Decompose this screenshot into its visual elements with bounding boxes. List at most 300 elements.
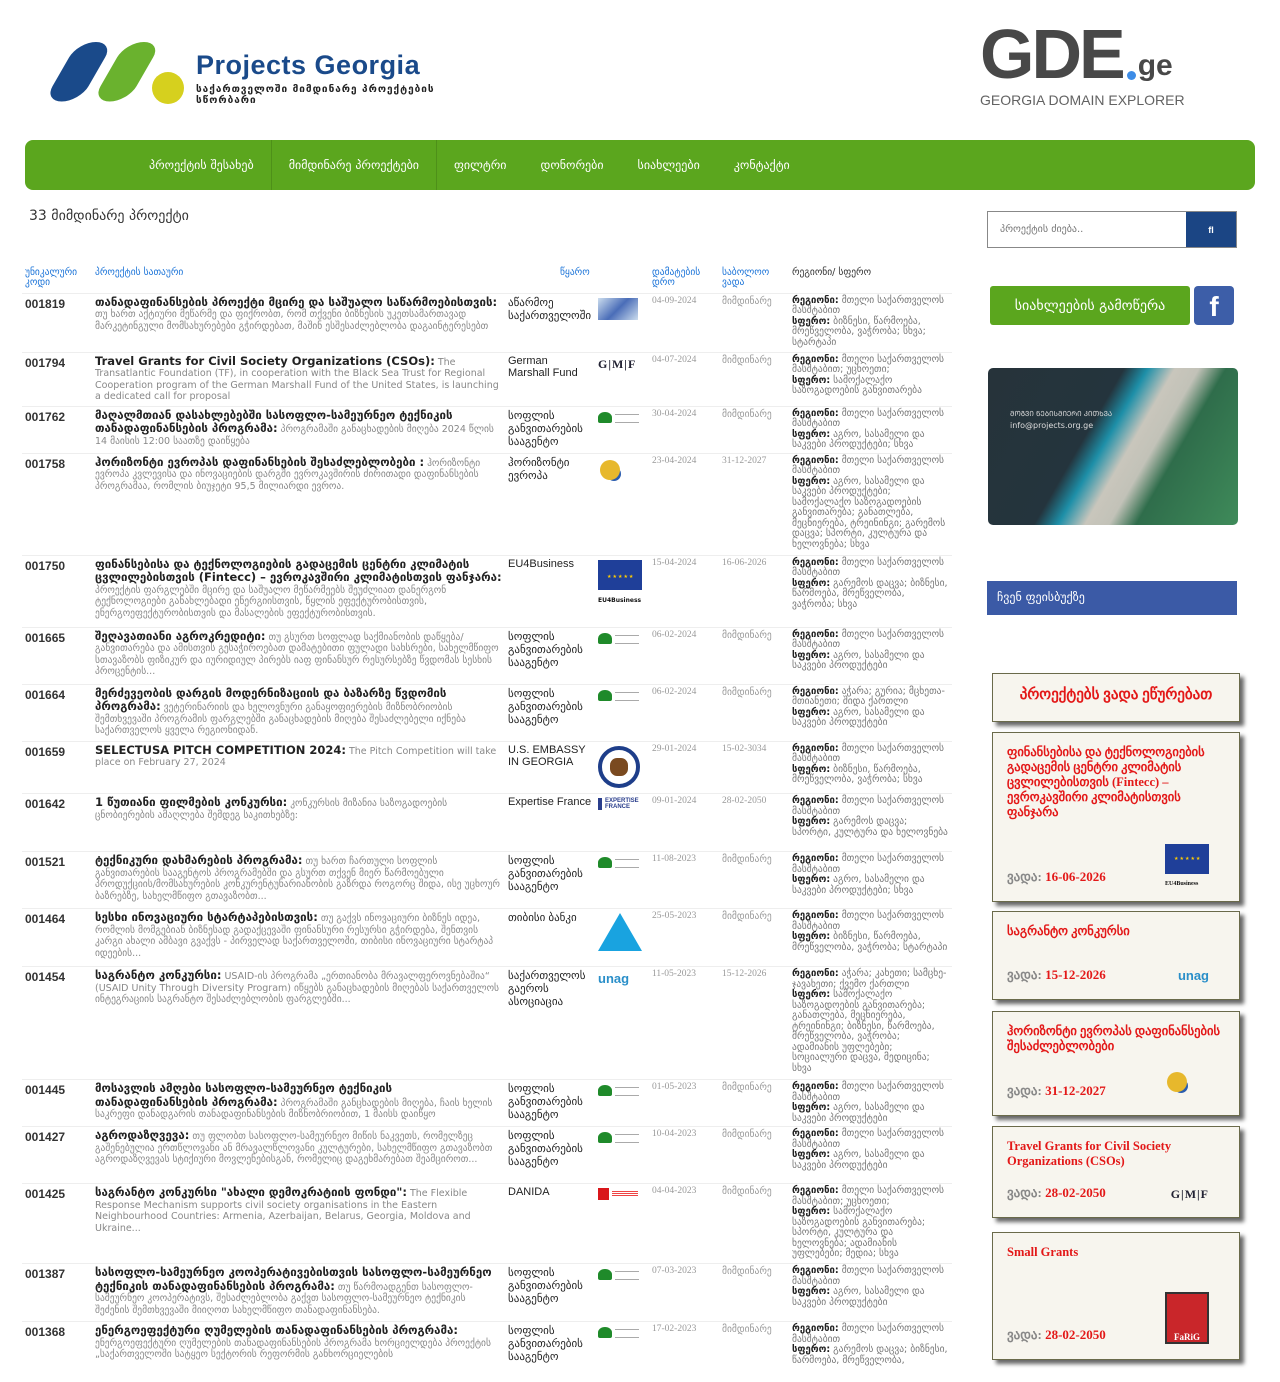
project-description: თუ წარმოადგენთ სასოფლო-სამეურნეო კოოპერატივს, შესაძლებლობა გაქვთ სასოფლო-სამეურნეო ტექნიკის შეძენის შემთხვევაში მიიღოთ სახელმწიფო თანადაფინანსება. xyxy=(95,1281,473,1316)
project-title-cell[interactable] xyxy=(92,909,505,967)
source-logo-cell xyxy=(595,293,649,352)
sphere-label: სფერო: xyxy=(792,816,831,827)
watermark-caption: GEORGIA DOMAIN EXPLORER xyxy=(980,92,1185,108)
project-description: პროგრამაში განაცხადების მიღება 2024 წლის 14 მაისის 12:00 საათზე დაიწყება xyxy=(95,424,494,447)
sphere-value: აგრო, სასამელი და საკვები პროდუქტები xyxy=(792,706,925,728)
region-sphere xyxy=(789,352,952,406)
expiring-project-title[interactable]: Travel Grants for Civil Society Organizations (CSOs) xyxy=(1007,1139,1172,1168)
project-title-cell[interactable] xyxy=(92,293,505,352)
source-logo-cell xyxy=(595,684,649,741)
region-value: მთელი საქართველოს მასშტაბით xyxy=(792,1128,945,1150)
project-title[interactable]: სესხი ინოვაციური სტარტაპებისთვის: xyxy=(95,910,318,924)
watermark-tld: ge xyxy=(1137,49,1173,82)
expiring-project-card[interactable] xyxy=(992,1232,1240,1360)
table-row[interactable] xyxy=(22,1264,952,1322)
search-form xyxy=(987,211,1237,248)
deadline: მიმდინარე xyxy=(719,684,789,741)
project-code: 001819 xyxy=(22,293,92,352)
region-value: მთელი საქართველოს მასშტაბით xyxy=(792,853,945,875)
table-row[interactable] xyxy=(22,555,952,627)
source-logo-cell xyxy=(595,352,649,406)
table-row[interactable] xyxy=(22,1184,952,1264)
region-sphere xyxy=(789,794,952,852)
danida-logo xyxy=(598,1188,642,1200)
table-row[interactable] xyxy=(22,1322,952,1382)
expiring-project-title[interactable]: ფინანსებისა და ტექნოლოგიების გადაცემის ცენტრი კლიმატის ცვლილებისთვის (Fintecc) – ევროკავშირი კლიმატისთვის ფანჯარა xyxy=(1007,745,1205,819)
deadline: მიმდინარე xyxy=(719,1184,789,1264)
project-description: The Transatlantic Foundation (TF), in cooperation with the Black Sea Trust for Regional Cooperation program of the German Marshall Fund of the United States, is launching a dedicated call for proposal xyxy=(95,356,499,402)
col-region: რეგიონი/ სფერო xyxy=(792,267,872,278)
project-title-cell[interactable] xyxy=(92,684,505,741)
project-title[interactable]: მოსავლის ამღები სასოფლო-სამეურნეო ტექნიკის თანადაფინანსების პროგრამა: xyxy=(95,1081,393,1109)
search-button[interactable]: fl xyxy=(1186,212,1236,247)
project-source[interactable]: DANIDA xyxy=(505,1184,595,1264)
sphere-value: სამოქალაქო საზოგადოების განვითარება xyxy=(792,374,922,396)
region-sphere xyxy=(789,1127,952,1184)
region-label: რეგიონი: xyxy=(792,1128,839,1139)
source-logo-cell xyxy=(595,555,649,627)
added-date: 25-05-2023 xyxy=(649,909,719,967)
main-nav xyxy=(25,140,1255,190)
table-row[interactable] xyxy=(22,1127,952,1184)
region-sphere xyxy=(789,293,952,352)
project-title[interactable]: თანადაფინანსების პროექტი მცირე და საშუალო საწარმოებისთვის: xyxy=(95,294,498,309)
subscribe-button[interactable]: სიახლეების გამოწერა xyxy=(990,286,1190,325)
region-value: მთელი საქართველოს მასშტაბით; უცხოეთი; xyxy=(792,353,945,375)
project-description: USAID-ის პროგრამა „ერთიანობა მრავალფეროვნებაშია“ (USAID Unity Through Diversity Program) იწყებს განაცხადების მიღებას საქართველოს ინტეგრაციის საგრანტო შესაძლებლობის ფარგლებში... xyxy=(95,971,500,1005)
project-title-cell[interactable] xyxy=(92,1184,505,1264)
project-description: თუ ხართ აქტიური მეწარმე და ფიქრობთ, რომ თქვენი ბიზნესის უკეთსამართავად მარკეტინგული მომსახურებები გჭირდებათ, მაშინ ესშესაძლებლობა დაგაინტერესებთ xyxy=(95,309,489,332)
col-code[interactable]: უნიკალური კოდი xyxy=(25,267,78,288)
project-description: თუ ხართ ჩართული სოფლის განვითარების სააგენტოს პროგრამებში და გსურთ თქვენ მიერ წარმოებული პროდუქციის/მომსახურების კონკურენტუნარიანობის გაზრდა როგორც შიდა, ისე უცხოურ ბაზრებზე, სახელმწიფო გთავაზობთ... xyxy=(95,856,500,902)
project-code: 001664 xyxy=(22,684,92,741)
added-date: 30-04-2024 xyxy=(649,406,719,453)
deadline: მიმდინარე xyxy=(719,852,789,909)
project-source[interactable]: თიბისი ბანკი xyxy=(505,909,595,967)
project-title-cell[interactable] xyxy=(92,555,505,627)
expiring-project-logo xyxy=(1165,1292,1209,1345)
horizon-europe-logo xyxy=(1165,1070,1209,1096)
sphere-value: გარემოს დაცვა; სპორტი, კულტურა და ხელოვნება xyxy=(792,816,948,838)
sphere-label: სფერო: xyxy=(792,763,831,775)
project-description: პროგრამაში განცხადების მიღება, ჩაის ხელის საკრეფი დანადგარის თანადაფინანსების მიზნობრიობით, 1 მაისს დაიწყო xyxy=(95,1097,493,1120)
project-source[interactable]: სოფლის განვითარების სააგენტო xyxy=(505,1322,595,1382)
project-code: 001659 xyxy=(22,741,92,794)
project-title[interactable]: მერძევეობის დარგის მოდერნიზაციის და ბაზარზე წვდომის პროგრამა: xyxy=(95,685,447,713)
sphere-label: სფერო: xyxy=(792,989,831,1000)
region-label: რეგიონი: xyxy=(792,968,839,979)
project-title[interactable]: საგრანტო კონკურსი "ახალი დემოკრატიის ფონდი": xyxy=(95,1185,407,1199)
project-code: 001427 xyxy=(22,1127,92,1184)
region-sphere xyxy=(789,627,952,684)
tbc-bank-logo xyxy=(598,913,642,951)
eu-flag-logo: ★★★★★ EU4Business xyxy=(1165,861,1209,887)
source-logo-cell xyxy=(595,1264,649,1322)
table-row[interactable] xyxy=(22,909,952,967)
facebook-widget-header[interactable]: ჩვენ ფეისბუქზე xyxy=(987,581,1237,615)
table-row[interactable] xyxy=(22,794,952,852)
project-code: 001794 xyxy=(22,352,92,406)
source-logo-cell xyxy=(595,627,649,684)
region-label: რეგიონი: xyxy=(792,910,839,921)
project-source[interactable]: Expertise France xyxy=(505,794,595,852)
project-source[interactable]: ჰორიზონტი ევროპა xyxy=(505,453,595,555)
table-row[interactable] xyxy=(22,852,952,909)
expiring-project-deadline: ვადა: 16-06-2026 xyxy=(1007,869,1106,884)
sphere-label: სფერო: xyxy=(792,874,831,885)
table-row[interactable] xyxy=(22,293,952,352)
project-description: ვეტერინარიის და ხელოვნური განაყოფიერების მიზნობრიობის შემთხვევაში პროგრამის ფარგლებში განაცხადების მიღება შესაძლებელი იქნება საქართველოს ყველა რეგიონიდან. xyxy=(95,702,466,736)
region-sphere xyxy=(789,967,952,1080)
project-title-cell[interactable] xyxy=(92,1080,505,1127)
project-title-cell[interactable] xyxy=(92,1322,505,1382)
col-title[interactable]: პროექტის სათაური xyxy=(95,267,184,278)
expiring-project-card[interactable] xyxy=(992,732,1240,902)
unag-logo: unag xyxy=(1177,968,1209,983)
sphere-value: ბიზნესი, წარმოება, მრეწველობა, ვაჭრობა; სხვა; სტარტაპი xyxy=(792,315,926,348)
table-row[interactable] xyxy=(22,627,952,684)
sphere-value: სამოქალაქო საზოგადოების განვითარება; სპორტი, კულტურა და ხელოვნება; ადამიანის უფლებები; მედია; სხვა xyxy=(792,1206,926,1259)
deadline: მიმდინარე xyxy=(719,352,789,406)
region-label: რეგიონი: xyxy=(792,407,839,419)
nav-donors[interactable]: დონორები xyxy=(540,158,604,172)
projects-table xyxy=(22,266,952,1382)
region-value: მთელი საქართველოს მასშტაბით xyxy=(792,742,945,764)
deadline: მიმდინარე xyxy=(719,406,789,453)
rural-agency-logo xyxy=(598,632,642,646)
region-sphere xyxy=(789,741,952,794)
project-title-cell[interactable] xyxy=(92,453,505,555)
project-title-cell[interactable] xyxy=(92,352,505,406)
region-sphere xyxy=(789,406,952,453)
sphere-value: აგრო, სასამელი და საკვები პროდუქტები; სხვა xyxy=(792,874,925,896)
expiring-project-logo xyxy=(1171,1185,1209,1203)
sphere-label: სფერო: xyxy=(792,1102,831,1113)
added-date: 15-04-2024 xyxy=(649,555,719,627)
expertise-france-logo: EXPERTISE FRANCE xyxy=(598,798,646,810)
project-title-cell[interactable] xyxy=(92,852,505,909)
expiring-project-card[interactable] xyxy=(992,1011,1240,1116)
project-source[interactable]: სოფლის განვითარების სააგენტო xyxy=(505,1264,595,1322)
sphere-value: აგრო, სასამელი და საკვები პროდუქტები; სხვა xyxy=(792,428,925,450)
deadline: მიმდინარე xyxy=(719,1264,789,1322)
region-label: რეგიონი: xyxy=(792,795,839,806)
region-value: მთელი საქართველოს მასშტაბით xyxy=(792,454,945,476)
source-logo-cell xyxy=(595,1184,649,1264)
search-input[interactable] xyxy=(988,212,1186,247)
source-logo-cell xyxy=(595,852,649,909)
project-description: ჰორიზონტი ევროპა კვლევისა და ინოვაციების დარგში ევროკავშირის ძირითადი დაფინანსების პროგრამაა, რომლის ბიუჯეტი 95,5 მილიარდი ევროა. xyxy=(95,457,481,492)
expiring-project-title[interactable]: საგრანტო კონკურსი xyxy=(1007,924,1130,938)
sphere-label: სფერო: xyxy=(792,1149,831,1160)
gmf-logo: G|M|F xyxy=(598,356,637,371)
project-code: 001762 xyxy=(22,406,92,453)
project-title[interactable]: სასოფლო-სამეურნეო კოოპერატივებისთვის სასოფლო-სამეურნეო ტექნიკის თანადაფინანსების პროგრამა: xyxy=(95,1265,492,1293)
project-code: 001454 xyxy=(22,967,92,1080)
added-date: 01-05-2023 xyxy=(649,1080,719,1127)
project-description: The Flexible Response Mechanism supports civil society organisations in the Eastern Neighbourhood Countries: Armenia, Azerbaijan, Belarus, Georgia, Moldova and Ukraine... xyxy=(95,1188,471,1234)
region-label: რეგიონი: xyxy=(792,1081,839,1092)
project-source[interactable]: სოფლის განვითარების სააგენტო xyxy=(505,684,595,741)
logo-mark-dot xyxy=(152,72,184,104)
expiring-project-title[interactable]: Small Grants xyxy=(1007,1245,1079,1259)
project-title-cell[interactable] xyxy=(92,967,505,1080)
region-value: მთელი საქართველოს მასშტაბით xyxy=(792,294,945,316)
source-logo-cell xyxy=(595,1127,649,1184)
added-date: 04-07-2024 xyxy=(649,352,719,406)
region-label: რეგიონი: xyxy=(792,1323,839,1334)
region-label: რეგიონი: xyxy=(792,556,839,568)
project-description: The Pitch Competition will take place on February 27, 2024 xyxy=(95,745,497,768)
project-count: 33 მიმდინარე პროექტი xyxy=(29,208,189,224)
deadline: მიმდინარე xyxy=(719,1322,789,1382)
sphere-value: აგრო, სასამელი და საკვები პროდუქტები xyxy=(792,1149,925,1171)
region-label: რეგიონი: xyxy=(792,454,839,466)
sphere-label: სფერო: xyxy=(792,931,831,942)
col-deadline[interactable]: საბოლოო ვადა xyxy=(722,267,770,288)
source-logo-cell xyxy=(595,406,649,453)
project-title[interactable]: მაღალმთიან დასახლებებში სასოფლო-სამეურნეო ტექნიკის თანადაფინანსების პროგრამა: xyxy=(95,407,453,435)
watermark-mark xyxy=(980,14,1260,93)
region-value: აჭარა; კახეთი; სამცხე-ჯავახეთი; ქვემო ქართლი xyxy=(792,968,947,990)
region-value: მთელი საქართველოს მასშტაბით xyxy=(792,1265,945,1287)
sphere-value: აგრო, სასამელი და საკვები პროდუქტები xyxy=(792,1286,925,1308)
expiring-heading: პროექტებს ვადა ეწურებათ xyxy=(1019,687,1213,703)
sphere-label: სფერო: xyxy=(792,1344,831,1355)
added-date: 04-09-2024 xyxy=(649,293,719,352)
project-title[interactable]: შეღავათიანი აგროკრედიტი: xyxy=(95,628,266,643)
table-row[interactable] xyxy=(22,967,952,1080)
project-code: 001387 xyxy=(22,1264,92,1322)
table-row[interactable] xyxy=(22,1080,952,1127)
project-title[interactable]: ენერგოეფექტური ღუმელების თანადაფინანსების პროგრამა: xyxy=(95,1323,458,1337)
rural-agency-logo xyxy=(598,411,642,425)
region-label: რეგიონი: xyxy=(792,742,839,754)
project-title[interactable]: 1 წუთიანი ფილმების კონკურსი: xyxy=(95,795,288,809)
sphere-value: გარემოს დაცვა; ბიზნესი, წარმოება, მრეწველობა, ვაჭრობა; სხვა xyxy=(792,577,948,610)
region-sphere xyxy=(789,1184,952,1264)
expiring-project-deadline: ვადა: 31-12-2027 xyxy=(1007,1083,1106,1098)
expiring-heading-box xyxy=(992,673,1240,722)
deadline: მიმდინარე xyxy=(719,909,789,967)
sphere-label: სფერო: xyxy=(792,315,831,327)
expiring-project-title[interactable]: ჰორიზონტი ევროპას დაფინანსების შესაძლებლობები xyxy=(1007,1024,1220,1053)
project-description: პროექტის ფარგლებში მცირე და საშუალო მეწარმეებს შეუძლიათ დანერგონ ტექნოლოგიები განახლებადი ენერგიისთვის, წყლის ეფექტურობისთვის, ენერგოეფექტურობისთვის და მასალების ეფექტურობისთვის. xyxy=(95,584,447,619)
added-date: 11-05-2023 xyxy=(649,967,719,1080)
project-description: თუ გაქვს ინოვაციური ბიზნეს იდეა, რომლის მომგებიან ბიზნესად გადაქცევაში ფინანსური რესურსი გჭირდება, შენთვის კარგი ახალი ამბავი გვაქვს - პირველად საქართველოში, თიბისი ინოვაციური სტარტაპ იდეების... xyxy=(95,913,494,959)
region-label: რეგიონი: xyxy=(792,628,839,640)
sphere-label: სფერო: xyxy=(792,1206,831,1217)
project-title-cell[interactable] xyxy=(92,1264,505,1322)
nav-current-projects[interactable]: მიმდინარე პროექტები xyxy=(272,140,437,190)
project-description: კონკურსის მიზანია საზოგადოების ცნობიერების ამაღლება შემდეგ საკითხებზე: xyxy=(95,798,448,821)
region-value: მთელი საქართველოს მასშტაბით xyxy=(792,1081,945,1103)
project-code: 001758 xyxy=(22,453,92,555)
project-source[interactable]: სოფლის განვითარების სააგენტო xyxy=(505,1127,595,1184)
project-description: თუ ფლობთ სასოფლო-სამეურნეო მიწის ნაკვეთს, რომელზეც გაშენებულია ერთწლოვანი ან მრავალწლოვანი კულტურები, სახელმწიფო გთავაზობთ აგროდაზღვევას სტიქიური მოვლენებისგან, რომელიც დაგეხმარებათ შეამციროთ... xyxy=(95,1131,493,1165)
region-sphere xyxy=(789,909,952,967)
watermark-dot xyxy=(1127,71,1136,80)
added-date: 23-04-2024 xyxy=(649,453,719,555)
project-source[interactable]: EU4Business xyxy=(505,555,595,627)
deadline: მიმდინარე xyxy=(719,627,789,684)
project-title-cell[interactable] xyxy=(92,794,505,852)
nav-about[interactable]: პროექტის შესახებ xyxy=(132,140,272,190)
project-title-cell[interactable] xyxy=(92,741,505,794)
sphere-value: ბიზნესი, წარმოება, მრეწველობა, ვაჭრობა; სტარტაპი xyxy=(792,931,948,953)
region-value: მთელი საქართველოს მასშტაბით xyxy=(792,1323,945,1345)
sphere-value: სამოქალაქო საზოგადოების განვითარება; განათლება, მეცნიერება, ტრეინინგი; ბიზნესი, წარმოება, მრეწველობა, ვაჭრობა; ადამიანის უფლებები; სოციალური დაცვა, მედიცინა; სხვა xyxy=(792,989,935,1074)
table-row[interactable] xyxy=(22,684,952,741)
project-title-cell[interactable] xyxy=(92,627,505,684)
col-source[interactable]: წყარო xyxy=(560,267,590,278)
added-date: 07-03-2023 xyxy=(649,1264,719,1322)
col-added[interactable]: დამატების დრო xyxy=(652,267,701,288)
project-title[interactable]: აგროდაზღვევა: xyxy=(95,1128,190,1142)
farig-logo: FaRiG xyxy=(1165,1292,1209,1344)
logo-title: Projects Georgia xyxy=(196,50,421,80)
added-date: 10-04-2023 xyxy=(649,1127,719,1184)
rural-agency-logo xyxy=(598,1131,642,1145)
contact-banner-image[interactable] xyxy=(988,368,1238,525)
project-title[interactable]: ტექნიკური დახმარების პროგრამა: xyxy=(95,853,303,867)
expiring-project-deadline: ვადა: 15-12-2026 xyxy=(1007,967,1106,982)
project-source[interactable]: სოფლის განვითარების სააგენტო xyxy=(505,406,595,453)
source-logo-cell xyxy=(595,909,649,967)
project-source[interactable]: სოფლის განვითარების სააგენტო xyxy=(505,1080,595,1127)
region-sphere xyxy=(789,1080,952,1127)
project-code: 001642 xyxy=(22,794,92,852)
project-title-cell[interactable] xyxy=(92,1127,505,1184)
project-code: 001368 xyxy=(22,1322,92,1382)
table-row[interactable] xyxy=(22,352,952,406)
project-source[interactable]: აწარმოე საქართველოში xyxy=(505,293,595,352)
sphere-label: სფერო: xyxy=(792,374,831,386)
project-source[interactable]: German Marshall Fund xyxy=(505,352,595,406)
region-sphere xyxy=(789,852,952,909)
source-logo-cell xyxy=(595,1080,649,1127)
sphere-label: სფერო: xyxy=(792,649,831,661)
rural-agency-logo xyxy=(598,1326,642,1340)
sphere-value: აგრო, სასამელი და საკვები პროდუქტები xyxy=(792,649,925,671)
deadline: მიმდინარე xyxy=(719,1127,789,1184)
region-value: მთელი საქართველოს მასშტაბით xyxy=(792,795,945,817)
sphere-value: გარემოს დაცვა; ბიზნესი, წარმოება, მრეწველობა, xyxy=(792,1344,948,1366)
rural-agency-logo xyxy=(598,1268,642,1282)
project-title[interactable]: Travel Grants for Civil Society Organizations (CSOs): xyxy=(95,353,435,368)
region-value: მთელი საქართველოს მასშტაბით xyxy=(792,407,945,429)
produce-in-georgia-logo xyxy=(598,298,638,320)
table-row[interactable] xyxy=(22,741,952,794)
region-label: რეგიონი: xyxy=(792,853,839,864)
added-date: 06-02-2024 xyxy=(649,627,719,684)
project-source[interactable]: U.S. EMBASSY IN GEORGIA xyxy=(505,741,595,794)
project-source[interactable]: სოფლის განვითარების სააგენტო xyxy=(505,852,595,909)
region-label: რეგიონი: xyxy=(792,294,839,306)
project-title[interactable]: SELECTUSA PITCH COMPETITION 2024: xyxy=(95,742,346,757)
sphere-label: სფერო: xyxy=(792,428,831,440)
project-title[interactable]: ჰორიზონტი ევროპას დაფინანსების შესაძლებლობები : xyxy=(95,454,425,469)
source-logo-cell xyxy=(595,1322,649,1382)
gmf-logo: G|M|F xyxy=(1170,1187,1209,1201)
expiring-project-deadline: ვადა: 28-02-2050 xyxy=(1007,1185,1106,1200)
project-title[interactable]: საგრანტო კონკურსი: xyxy=(95,968,222,982)
table-row[interactable] xyxy=(22,453,952,555)
expiring-project-logo xyxy=(1165,842,1209,887)
project-description: ენერგოეფექტური ღუმელების თანადაფინანსების პროგრამა ხორციელდება პროექტის „საქართველოში სატყეო სექტორის რეფორმის განხორციელების xyxy=(95,1337,491,1360)
expiring-project-logo xyxy=(1178,966,1209,985)
source-logo-cell xyxy=(595,741,649,794)
sphere-value: აგრო, სასამელი და საკვები პროდუქტები; სამოქალაქო საზოგადოების განვითარება; განათლება, მეცნიერება, ტრეინინგი; გარემოს დაცვა; სპორტი, კულტურა და ხელოვნება; სხვა xyxy=(792,475,946,550)
expiring-project-logo xyxy=(1165,1068,1209,1101)
project-title-cell[interactable] xyxy=(92,406,505,453)
deadline: 15-12-2026 xyxy=(719,967,789,1080)
watermark-big: GDE xyxy=(980,15,1123,93)
deadline: 15-02-3034 xyxy=(719,741,789,794)
region-label: რეგიონი: xyxy=(792,1185,839,1196)
deadline: 16-06-2026 xyxy=(719,555,789,627)
rural-agency-logo xyxy=(598,856,642,870)
sphere-label: სფერო: xyxy=(792,577,831,589)
added-date: 06-02-2024 xyxy=(649,684,719,741)
deadline: მიმდინარე xyxy=(719,1080,789,1127)
region-label: რეგიონი: xyxy=(792,685,839,697)
region-value: მთელი საქართველოს მასშტაბით xyxy=(792,910,945,932)
site-logo[interactable] xyxy=(74,38,454,104)
added-date: 04-04-2023 xyxy=(649,1184,719,1264)
project-code: 001521 xyxy=(22,852,92,909)
source-logo-cell xyxy=(595,794,649,852)
nav-filter[interactable]: ფილტრი xyxy=(454,158,507,172)
deadline: 28-02-2050 xyxy=(719,794,789,852)
region-value: აჭარა; გურია; მცხეთა-მთიანეთი; შიდა ქართლი xyxy=(792,685,945,707)
expiring-project-card[interactable] xyxy=(992,1126,1240,1218)
nav-contact[interactable]: კონტაქტი xyxy=(733,158,790,172)
region-label: რეგიონი: xyxy=(792,1265,839,1276)
project-source[interactable]: სოფლის განვითარების სააგენტო xyxy=(505,627,595,684)
project-description: თუ გსურთ სოფლად საქმიანობის დაწყება/ განვითარება და ამისთვის გესაჭიროებათ დამატებითი ფულადი სახსრები, სახელმწიფო სთავაზობს ფიზიკურ და იურიდიულ პირებს იაფ ფინანსურ რესურსებზე წვდომას სესხის პროცენტის... xyxy=(95,631,499,677)
sphere-label: სფერო: xyxy=(792,706,831,718)
project-code: 001464 xyxy=(22,909,92,967)
logo-subtitle: საქართველოში მიმდინარე პროექტების სწორბარი xyxy=(196,84,435,106)
region-value: მთელი საქართველოს მასშტაბით; უცხოეთი; xyxy=(792,1185,945,1207)
source-logo-cell xyxy=(595,967,649,1080)
expiring-project-deadline: ვადა: 28-02-2050 xyxy=(1007,1327,1106,1342)
banner-text: ᲛᲝᲒᲕᲘ ᲜᲔᲑᲘᲡᲛᲘᲔᲠᲘ ᲙᲘᲗᲮᲕᲐ xyxy=(1010,410,1113,418)
project-code: 001445 xyxy=(22,1080,92,1127)
rural-agency-logo xyxy=(598,1084,642,1098)
source-logo-cell xyxy=(595,453,649,555)
project-code: 001750 xyxy=(22,555,92,627)
expiring-project-card[interactable] xyxy=(992,911,1240,1000)
region-sphere xyxy=(789,555,952,627)
rural-agency-logo xyxy=(598,689,642,703)
added-date: 11-08-2023 xyxy=(649,852,719,909)
project-title[interactable]: ფინანსებისა და ტექნოლოგიების გადაცემის ცენტრი კლიმატის ცვლილებისთვის (Fintecc) – ევროკავშირი კლიმატისთვის ფანჯარა: xyxy=(95,556,502,584)
region-label: რეგიონი: xyxy=(792,353,839,365)
sphere-value: აგრო, სასამელი და საკვები პროდუქტები xyxy=(792,1102,925,1124)
region-value: მთელი საქართველოს მასშტაბით xyxy=(792,628,945,650)
nav-news[interactable]: სიახლეები xyxy=(637,158,700,172)
added-date: 17-02-2023 xyxy=(649,1322,719,1382)
region-sphere xyxy=(789,453,952,555)
project-source[interactable]: საქართველოს გაეროს ასოციაცია xyxy=(505,967,595,1080)
horizon-europe-logo xyxy=(598,458,642,484)
table-row[interactable] xyxy=(22,406,952,453)
project-code: 001425 xyxy=(22,1184,92,1264)
facebook-icon[interactable]: f xyxy=(1194,286,1234,325)
unag-logo: unag xyxy=(598,971,630,986)
